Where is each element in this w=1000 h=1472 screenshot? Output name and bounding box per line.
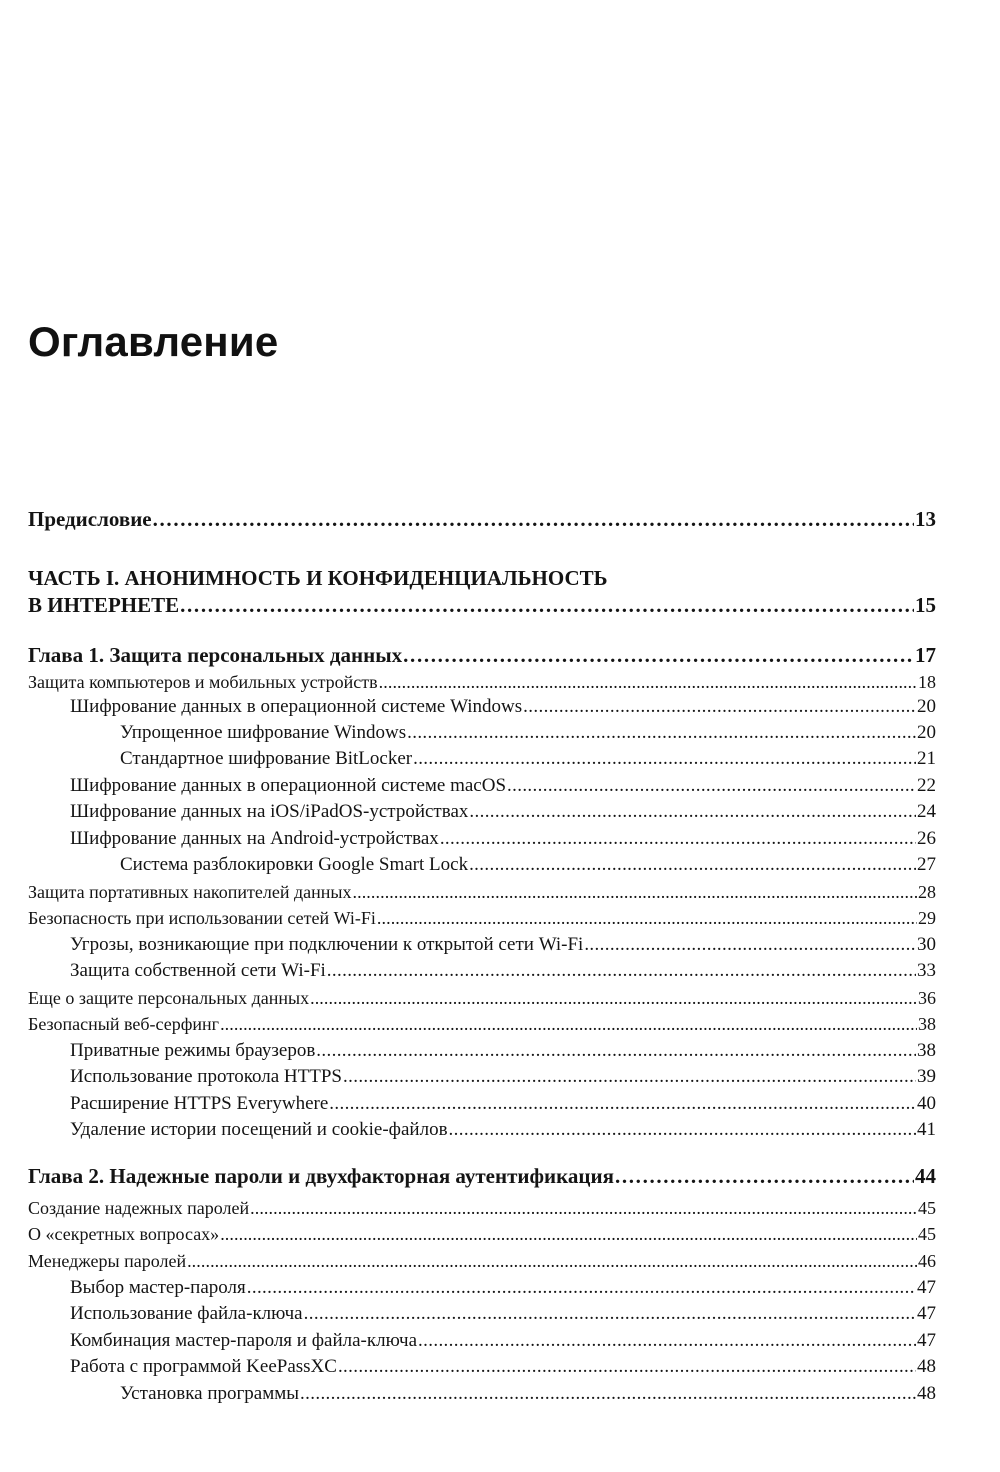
toc-entry-title: Защита портативных накопителей данных xyxy=(28,882,352,902)
dot-leader xyxy=(338,1355,916,1379)
toc-entry[interactable] xyxy=(28,959,936,983)
toc-entry-title: Защита собственной сети Wi-Fi xyxy=(70,960,326,981)
toc-entry[interactable] xyxy=(28,670,936,694)
toc-entry-page: 30 xyxy=(917,934,936,955)
toc-entry-page: 15 xyxy=(915,593,936,617)
toc-entry-page: 47 xyxy=(917,1303,936,1324)
toc-entry[interactable] xyxy=(28,1249,936,1273)
dot-leader xyxy=(343,1065,916,1089)
toc-entry-page: 45 xyxy=(918,1224,936,1244)
toc-entry[interactable] xyxy=(28,774,936,798)
toc-entry-page: 20 xyxy=(917,722,936,743)
toc-entry-title: Приватные режимы браузеров xyxy=(70,1040,316,1061)
toc-entry-title: В ИНТЕРНЕТЕ xyxy=(28,593,180,617)
dot-leader xyxy=(327,959,916,983)
dot-leader xyxy=(220,1012,917,1036)
toc-entry-page: 48 xyxy=(917,1383,936,1404)
toc-entry-page: 38 xyxy=(918,1014,936,1034)
toc-entry[interactable] xyxy=(28,1065,936,1089)
dot-leader xyxy=(379,670,917,694)
dot-leader xyxy=(304,1302,916,1326)
table-of-contents xyxy=(28,0,936,1472)
dot-leader xyxy=(615,1164,914,1188)
part-title-line-1[interactable]: ЧАСТЬ I. АНОНИМНОСТЬ И КОНФИДЕНЦИАЛЬНОСТЬ xyxy=(28,566,608,590)
toc-entry-title: Глава 2. Надежные пароли и двухфакторная аутентификация xyxy=(28,1164,614,1188)
toc-entry-title: Использование протокола HTTPS xyxy=(70,1066,343,1087)
dot-leader xyxy=(316,1039,916,1063)
toc-entry-title: Система разблокировки Google Smart Lock xyxy=(120,854,469,875)
toc-entry-title: Установка программы xyxy=(120,1383,300,1404)
toc-entry-part-1[interactable] xyxy=(28,593,936,617)
toc-entry-page: 27 xyxy=(917,854,936,875)
toc-entry-page: 38 xyxy=(917,1040,936,1061)
dot-leader xyxy=(584,933,916,957)
toc-entry[interactable] xyxy=(28,827,936,851)
dot-leader xyxy=(407,721,916,745)
toc-entry-page: 13 xyxy=(915,507,936,531)
toc-entry-page: 48 xyxy=(917,1356,936,1377)
toc-entry-page: 26 xyxy=(917,828,936,849)
toc-entry-chapter-2[interactable] xyxy=(28,1164,936,1188)
toc-entry-title: Защита компьютеров и мобильных устройств xyxy=(28,672,378,692)
dot-leader xyxy=(449,1118,916,1142)
toc-entry[interactable] xyxy=(28,880,936,904)
toc-entry[interactable] xyxy=(28,1355,936,1379)
toc-entry-title: Безопасный веб-серфинг xyxy=(28,1014,220,1034)
toc-entry-title: Упрощенное шифрование Windows xyxy=(120,722,407,743)
toc-entry[interactable] xyxy=(28,853,936,877)
dot-leader xyxy=(440,827,916,851)
toc-entry[interactable] xyxy=(28,1329,936,1353)
toc-entry-page: 33 xyxy=(917,960,936,981)
toc-entry-title: Шифрование данных на Android-устройствах xyxy=(70,828,439,849)
dot-leader xyxy=(377,906,917,930)
toc-entry-page: 47 xyxy=(917,1277,936,1298)
toc-entry-title: Стандартное шифрование BitLocker xyxy=(120,748,413,769)
dot-leader xyxy=(403,643,914,667)
dot-leader xyxy=(180,593,914,617)
dot-leader xyxy=(310,986,917,1010)
toc-entry-page: 20 xyxy=(917,696,936,717)
toc-entry[interactable] xyxy=(28,933,936,957)
toc-entry[interactable] xyxy=(28,1222,936,1246)
toc-entry[interactable] xyxy=(28,1382,936,1406)
toc-entry-title: Шифрование данных в операционной системе macOS xyxy=(70,775,507,796)
toc-entry[interactable] xyxy=(28,721,936,745)
toc-entry[interactable] xyxy=(28,1039,936,1063)
toc-entry-page: 17 xyxy=(915,643,936,667)
toc-entry-page: 44 xyxy=(915,1164,936,1188)
toc-entry-page: 29 xyxy=(918,908,936,928)
dot-leader xyxy=(469,800,916,824)
toc-entry[interactable] xyxy=(28,1012,936,1036)
toc-entry-page: 47 xyxy=(917,1330,936,1351)
toc-entry-title: Предисловие xyxy=(28,507,152,531)
dot-leader xyxy=(250,1196,917,1220)
toc-entry-page: 21 xyxy=(917,748,936,769)
toc-entry-page: 46 xyxy=(918,1251,936,1271)
toc-entry-title: Безопасность при использовании сетей Wi-Fi xyxy=(28,908,376,928)
toc-entry-page: 41 xyxy=(917,1119,936,1140)
toc-entry[interactable] xyxy=(28,1302,936,1326)
dot-leader xyxy=(220,1222,917,1246)
dot-leader xyxy=(153,507,914,531)
toc-entry-title: Выбор мастер-пароля xyxy=(70,1277,246,1298)
toc-entry-page: 22 xyxy=(917,775,936,796)
toc-entry[interactable] xyxy=(28,1276,936,1300)
toc-entry[interactable] xyxy=(28,906,936,930)
dot-leader xyxy=(507,774,916,798)
page-title: Оглавление xyxy=(28,318,279,365)
toc-entry-preface[interactable] xyxy=(28,507,936,531)
dot-leader xyxy=(300,1382,916,1406)
toc-entry[interactable] xyxy=(28,1196,936,1220)
toc-entry-page: 36 xyxy=(918,988,936,1008)
toc-entry-title: Работа с программой KeePassXC xyxy=(70,1356,337,1377)
toc-entry-page: 18 xyxy=(918,672,936,692)
toc-entry-page: 45 xyxy=(918,1198,936,1218)
toc-entry-title: Использование файла-ключа xyxy=(70,1303,303,1324)
toc-entry[interactable] xyxy=(28,695,936,719)
toc-entry[interactable] xyxy=(28,986,936,1010)
toc-entry-title: Угрозы, возникающие при подключении к открытой сети Wi-Fi xyxy=(70,934,584,955)
toc-entry-page: 40 xyxy=(917,1093,936,1114)
toc-entry-title: Комбинация мастер-пароля и файла-ключа xyxy=(70,1330,418,1351)
toc-entry-title: Расширение HTTPS Everywhere xyxy=(70,1093,329,1114)
toc-entry-title: Шифрование данных в операционной системе Windows xyxy=(70,696,523,717)
toc-entry[interactable] xyxy=(28,747,936,771)
toc-entry[interactable] xyxy=(28,1092,936,1116)
toc-entry-title: Менеджеры паролей xyxy=(28,1251,187,1271)
dot-leader xyxy=(247,1276,916,1300)
toc-entry-title: Еще о защите персональных данных xyxy=(28,988,310,1008)
dot-leader xyxy=(469,853,916,877)
dot-leader xyxy=(413,747,916,771)
toc-entry-chapter-1[interactable] xyxy=(28,643,936,667)
toc-entry-title: Шифрование данных на iOS/iPadOS-устройствах xyxy=(70,801,469,822)
dot-leader xyxy=(523,695,916,719)
toc-entry-title: Создание надежных паролей xyxy=(28,1198,250,1218)
toc-entry-title: О «секретных вопросах» xyxy=(28,1224,220,1244)
toc-entry-page: 24 xyxy=(917,801,936,822)
dot-leader xyxy=(418,1329,916,1353)
toc-entry[interactable] xyxy=(28,800,936,824)
dot-leader xyxy=(353,880,918,904)
toc-entry-page: 28 xyxy=(918,882,936,902)
toc-entry-title: Удаление истории посещений и cookie-файлов xyxy=(70,1119,448,1140)
toc-entry-page: 39 xyxy=(917,1066,936,1087)
toc-entry-title: Глава 1. Защита персональных данных xyxy=(28,643,403,667)
toc-entry[interactable] xyxy=(28,1118,936,1142)
dot-leader xyxy=(329,1092,916,1116)
dot-leader xyxy=(187,1249,917,1273)
